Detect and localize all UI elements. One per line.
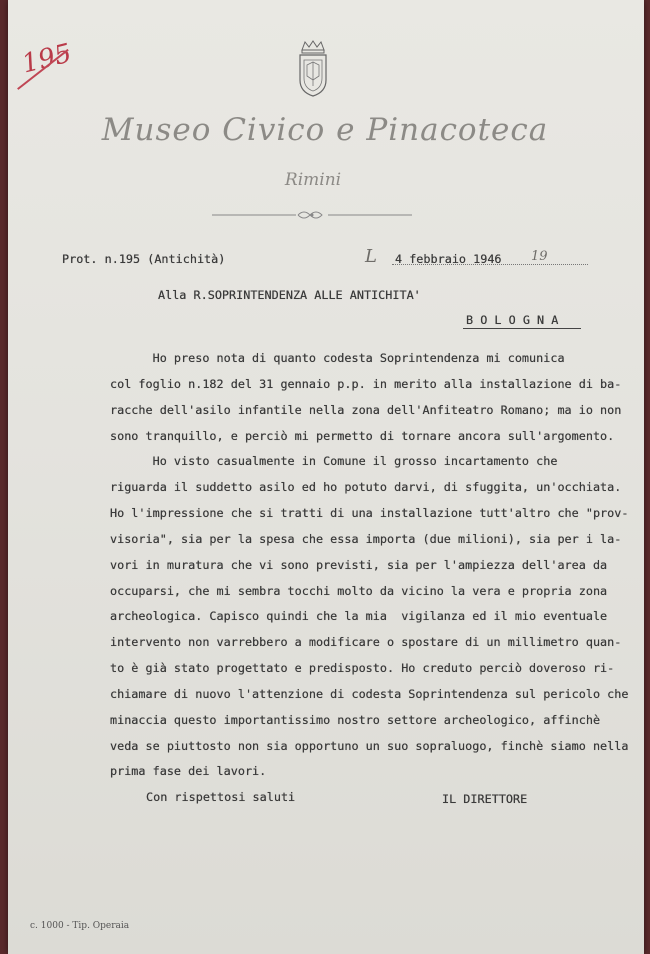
signatory-title: IL DIRETTORE bbox=[442, 792, 528, 806]
body-line: archeologica. Capisco quindi che la mia vigilanza ed il mio eventuale bbox=[110, 609, 608, 623]
body-line: racche dell'asilo infantile nella zona dell'Anfiteatro Romano; ma io non bbox=[110, 403, 622, 417]
date-place-prefix: L bbox=[365, 246, 377, 267]
handwritten-archive-number: 195 bbox=[19, 38, 75, 80]
body-line: Ho visto casualmente in Comune il grosso incartamento che bbox=[110, 454, 558, 468]
body-line: riguarda il suddetto asilo ed ho potuto darvi, di sfuggita, un'occhiata. bbox=[110, 480, 622, 494]
protocol-number: Prot. n.195 (Antichità) bbox=[62, 252, 226, 266]
body-line: visoria", sia per la spesa che essa importa (due milioni), sia per i la- bbox=[110, 532, 622, 546]
body-line: to è già stato progettato e predisposto. Ho creduto perciò doveroso ri- bbox=[110, 661, 615, 675]
date-line bbox=[392, 264, 588, 265]
body-line: col foglio n.182 del 31 gennaio p.p. in merito alla installazione di ba- bbox=[110, 377, 622, 391]
body-line: chiamare di nuovo l'attenzione di codesta Soprintendenza sul pericolo che bbox=[110, 687, 629, 701]
printed-year-prefix: 19 bbox=[531, 249, 548, 264]
letter-date: 4 febbraio 1946 bbox=[395, 252, 502, 266]
printer-imprint: c. 1000 - Tip. Operaia bbox=[30, 921, 130, 931]
recipient-underline bbox=[463, 328, 581, 329]
body-line: veda se piuttosto non sia opportuno un suo sopraluogo, finchè siamo nella bbox=[110, 739, 629, 753]
body-line: Ho l'impressione che si tratti di una installazione tutt'altro che "prov- bbox=[110, 506, 629, 520]
body-line: occuparsi, che mi sembra tocchi molto da vicino la vera e propria zona bbox=[110, 584, 608, 598]
institution-name: Museo Civico e Pinacoteca bbox=[101, 112, 549, 148]
body-line: intervento non varrebbero a modificare o spostare di un millimetro quan- bbox=[110, 635, 622, 649]
body-line: prima fase dei lavori. bbox=[110, 764, 267, 778]
body-line: sono tranquillo, e perciò mi permetto di tornare ancora sull'argomento. bbox=[110, 429, 615, 443]
recipient-line: Alla R.SOPRINTENDENZA ALLE ANTICHITA' bbox=[158, 288, 421, 302]
institution-city: Rimini bbox=[284, 170, 342, 190]
closing-salutation: Con rispettosi saluti bbox=[146, 790, 296, 804]
recipient-city: B O L O G N A bbox=[466, 313, 559, 327]
letterhead-divider bbox=[212, 207, 412, 226]
body-line: minaccia questo importantissimo nostro settore archeologico, affinchè bbox=[110, 713, 601, 727]
body-line: vori in muratura che vi sono previsti, sia per l'ampiezza dell'area da bbox=[110, 558, 608, 572]
body-line: Ho preso nota di quanto codesta Soprintendenza mi comunica bbox=[110, 351, 565, 365]
rimini-coat-of-arms-icon bbox=[296, 40, 330, 102]
